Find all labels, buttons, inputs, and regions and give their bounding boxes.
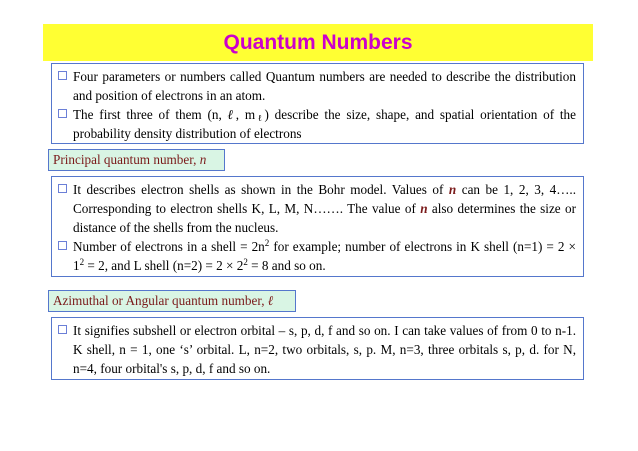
intro-item-1: Four parameters or numbers called Quantum numbers are needed to describe the distribution and position of electrons in an atom. [73, 69, 576, 103]
intro-box [51, 63, 584, 144]
principal-heading: Principal quantum number, n [48, 149, 225, 171]
azimuthal-item-1: It signifies subshell or electron orbital – s, p, d, f and so on. I can take values of from 0 to n-1. K shell, n = 1, one ‘s’ orbital. L, n=2, two orbitals, s, p. M, n=3, three orbitals s, p, d. for N, n=4, four orbital's s, p, d, f and so on. [73, 323, 576, 376]
list-item [58, 67, 576, 105]
list-item [58, 105, 576, 143]
list-item [58, 321, 576, 378]
principal-item-2: Number of electrons in a shell = $2n^2$ for example; number of electrons in K shell $(n=1) = 2 \times 1^2 = 2$, and L shell $(n=2) = 2 \times 2^2 = 8$ and so on. [73, 238, 576, 273]
title-banner [43, 24, 593, 61]
azimuthal-box [51, 317, 584, 380]
principal-box [51, 176, 584, 277]
checkbox-bullet-icon [58, 325, 67, 334]
checkbox-bullet-icon [58, 109, 67, 118]
list-item [58, 180, 576, 237]
list-item [58, 237, 576, 275]
checkbox-bullet-icon [58, 71, 67, 80]
checkbox-bullet-icon [58, 184, 67, 193]
intro-item-2: The first three of them (n, ℓ, $m_\ell$) describe the size, shape, and spatial orientation of the probability density distribution of electrons [73, 107, 577, 141]
checkbox-bullet-icon [58, 241, 67, 250]
principal-item-1: It describes electron shells as shown in the Bohr model. Values of n can be 1, 2, 3, 4….. Corresponding to electron shells K, L, M, N……. The value of n also determines the size or distance of the shells from the nucleus. [73, 182, 576, 235]
azimuthal-heading: Azimuthal or Angular quantum number, ℓ [48, 290, 296, 312]
page-title: Quantum Numbers [223, 30, 413, 54]
